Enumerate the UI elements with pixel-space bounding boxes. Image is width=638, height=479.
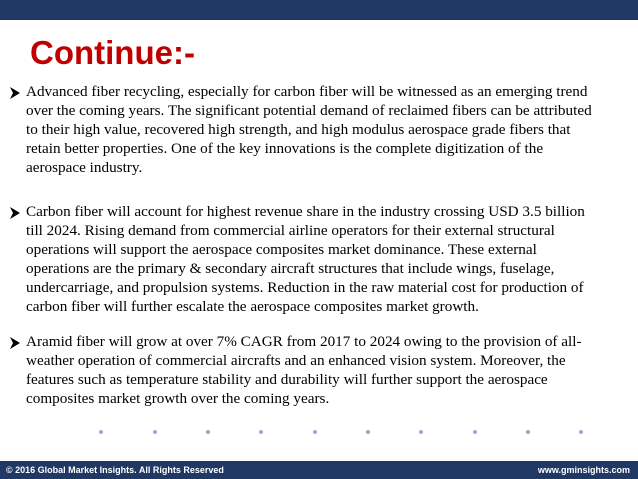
arrow-bullet-icon [9,334,21,352]
decorative-dot [259,430,263,434]
bullet-text-line: retain better properties. One of the key innovations is the complete digitization of the [26,140,544,157]
bullet-text-line: operations will support the aerospace composites market dominance. These external [26,241,537,258]
decorative-dot [99,430,103,434]
decorative-dot [366,430,370,434]
decorative-dot-row [0,430,638,436]
slide-title: Continue:- [30,34,195,71]
bullet-text-line: carbon fiber will further escalate the aerospace composites market growth. [26,298,479,315]
bullet-text-line: Aramid fiber will grow at over 7% CAGR from 2017 to 2024 owing to the provision of all- [26,333,582,350]
bullet-text-line: features such as temperature stability and durability will further support the aerospace [26,371,548,388]
bullet-text-line: undercarriage, and propulsion systems. Reduction in the raw material cost for production of [26,279,584,296]
top-banner [0,0,638,20]
bullet-text-line: to their high value, recovered high strength, and high modulus aerospace grade fibers that [26,121,571,138]
decorative-dot [153,430,157,434]
footer-website-link[interactable]: www.gminsights.com [537,465,630,475]
arrow-bullet-icon [9,204,21,222]
arrow-bullet-icon [9,84,21,102]
footer-bar [0,461,638,479]
decorative-dot [579,430,583,434]
bullet-text-line: till 2024. Rising demand from commercial airline operators for their external structural [26,222,555,239]
footer-copyright: © 2016 Global Market Insights. All Rights Reserved [6,465,224,475]
decorative-dot [473,430,477,434]
bullet-text-line: over the coming years. The significant potential demand of reclaimed fibers can be attributed [26,102,592,119]
decorative-dot [206,430,210,434]
bullet-text-line: Carbon fiber will account for highest revenue share in the industry crossing USD 3.5 billion [26,203,585,220]
bullet-text-line: operations are the primary & secondary aircraft structures that include wings, fuselage, [26,260,555,277]
decorative-dot [526,430,530,434]
bullet-text-line: Advanced fiber recycling, especially for carbon fiber will be witnessed as an emerging trend [26,83,588,100]
decorative-dot [419,430,423,434]
bullet-text-line: weather operation of commercial aircrafts and an enhanced vision system. Moreover, the [26,352,566,369]
bullet-text-line: composites market growth over the coming years. [26,390,330,407]
bullet-text-line: aerospace industry. [26,159,143,176]
decorative-dot [313,430,317,434]
